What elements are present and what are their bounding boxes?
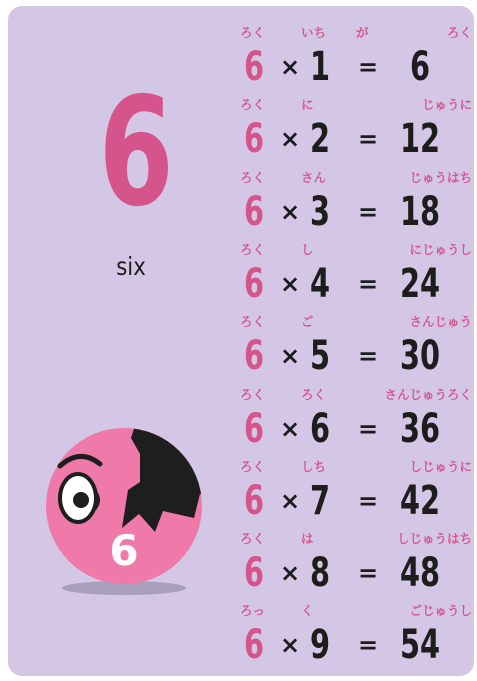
- product: 54: [399, 622, 441, 669]
- pupil-icon: [73, 492, 89, 508]
- equals-sign: =: [358, 342, 379, 371]
- product: 48: [399, 550, 441, 597]
- big-number: 6: [98, 66, 174, 240]
- equals-sign: =: [358, 631, 379, 660]
- multiplier: 3: [310, 188, 331, 235]
- multiplicand: 6: [244, 116, 265, 163]
- times-sign: ×: [280, 53, 301, 81]
- mascot-ball-icon: [38, 414, 218, 599]
- result-reading: しじゅうに: [409, 458, 472, 474]
- multiplier-reading: は: [301, 531, 314, 547]
- multiplier-reading: し: [301, 241, 314, 257]
- table-row: [234, 96, 477, 166]
- table-row: [234, 530, 477, 600]
- multiplier: 2: [310, 116, 331, 163]
- equals-sign: =: [358, 559, 379, 588]
- result-reading: ごじゅうし: [409, 603, 472, 619]
- multiplicand-reading: ろく: [240, 386, 266, 402]
- multiplicand: 6: [244, 622, 265, 669]
- equals-sign: =: [358, 53, 379, 81]
- equals-sign: =: [358, 486, 379, 515]
- multiplier-reading: さん: [301, 169, 327, 185]
- multiplier-reading: に: [301, 97, 314, 113]
- table-row: [234, 169, 477, 239]
- result-reading: じゅうはち: [409, 169, 472, 185]
- times-sign: ×: [280, 486, 301, 515]
- multiplicand-reading: ろっ: [240, 603, 266, 619]
- multiplicand-reading: ろく: [240, 531, 266, 547]
- multiplier-reading: く: [301, 603, 314, 619]
- multiplicand-reading: ろく: [240, 25, 266, 40]
- multiplier: 4: [310, 260, 331, 307]
- table-row: [234, 313, 477, 383]
- multiplicand: 6: [244, 333, 265, 380]
- equals-sign: =: [358, 197, 379, 226]
- multiplier-reading: しち: [301, 458, 327, 474]
- mascot-label: 6: [109, 526, 139, 575]
- result-reading: さんじゅうろく: [384, 386, 472, 402]
- multiplicand-reading: ろく: [240, 458, 266, 474]
- product: 36: [399, 405, 441, 452]
- multiplier: 7: [310, 477, 331, 524]
- multiplicand-reading: ろく: [240, 314, 266, 330]
- multiplicand: 6: [244, 44, 265, 90]
- multiplicand-reading: ろく: [240, 169, 266, 185]
- table-row: [234, 602, 477, 672]
- times-sign: ×: [280, 269, 301, 298]
- multiplier: 1: [310, 44, 331, 90]
- result-reading: しじゅうはち: [396, 531, 472, 547]
- equals-sign: =: [358, 269, 379, 298]
- equals-sign: =: [358, 125, 379, 154]
- times-sign: ×: [280, 197, 301, 226]
- product: 24: [399, 260, 441, 307]
- result-reading: さんじゅう: [409, 314, 472, 330]
- times-sign: ×: [280, 414, 301, 443]
- multiplicand: 6: [244, 188, 265, 235]
- product: 18: [399, 188, 441, 235]
- multiplier-reading: ご: [301, 314, 314, 330]
- multiplier-reading: いち: [301, 25, 327, 40]
- multiplier: 9: [310, 622, 331, 669]
- multiplier-reading: ろく: [301, 386, 327, 402]
- multiplier: 5: [310, 333, 331, 380]
- product: 30: [399, 333, 441, 380]
- times-sign: ×: [280, 631, 301, 660]
- times-sign: ×: [280, 559, 301, 588]
- table-row: [234, 24, 477, 94]
- multiplicand: 6: [244, 550, 265, 597]
- multiplicand-reading: ろく: [240, 241, 266, 257]
- table-row: [234, 458, 477, 528]
- multiplication-card: [8, 6, 474, 676]
- product: 42: [399, 477, 441, 524]
- table-row: [234, 386, 477, 456]
- multiplier: 6: [310, 405, 331, 452]
- multiplicand: 6: [244, 405, 265, 452]
- times-sign: ×: [280, 125, 301, 154]
- result-reading: ろく: [446, 25, 472, 40]
- product: 6: [409, 44, 431, 90]
- product: 12: [399, 116, 441, 163]
- result-reading: じゅうに: [421, 97, 472, 113]
- connector-reading: が: [356, 25, 369, 40]
- multiplicand: 6: [244, 477, 265, 524]
- result-reading: にじゅうし: [409, 241, 472, 257]
- multiplier: 8: [310, 550, 331, 597]
- multiplicand-reading: ろく: [240, 97, 266, 113]
- times-sign: ×: [280, 342, 301, 371]
- number-word: six: [116, 252, 146, 281]
- equals-sign: =: [358, 414, 379, 443]
- table-row: [234, 241, 477, 311]
- multiplicand: 6: [244, 260, 265, 307]
